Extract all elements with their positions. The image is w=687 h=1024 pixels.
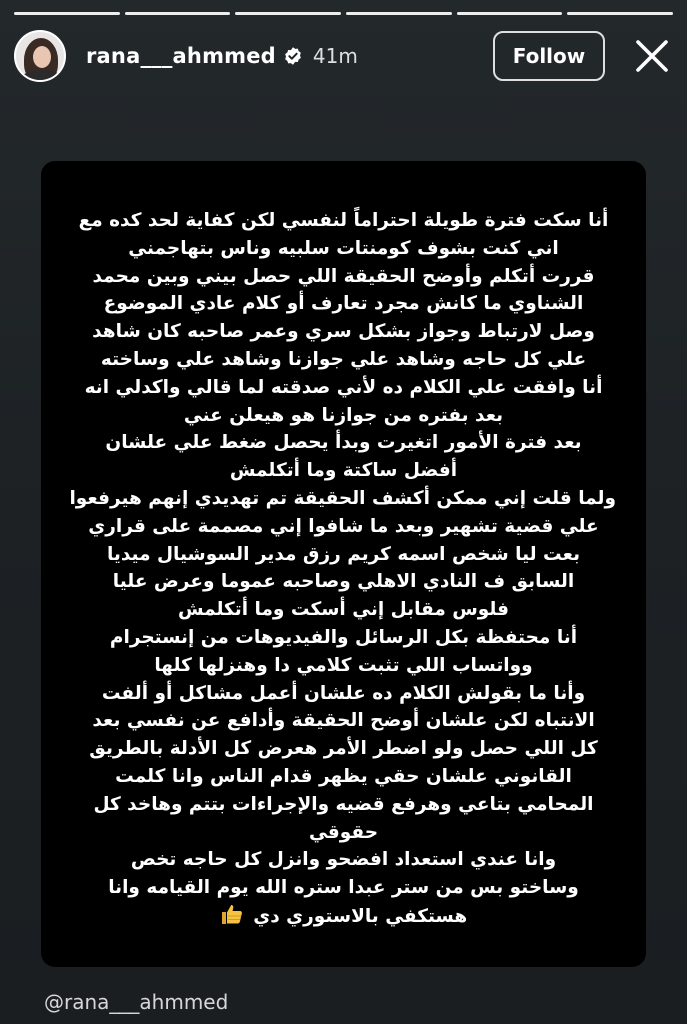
mention-sticker[interactable]: @rana___ahmmed [44, 990, 229, 1014]
avatar[interactable] [14, 30, 66, 82]
text-line: علي كل حاجه وشاهد علي جوازنا وشاهد علي وساخته [100, 348, 587, 370]
text-line: وصل لارتباط وجواز بشكل سري وعمر صاحبه كان شاهد [92, 321, 595, 343]
username[interactable]: rana___ahmmed [86, 44, 276, 68]
close-icon [635, 39, 669, 73]
verified-badge-icon [283, 46, 303, 66]
story-text-card [41, 161, 646, 967]
follow-button[interactable]: Follow [493, 31, 605, 81]
text-line: هستكفي بالاستوري دي [253, 905, 468, 927]
text-line: بعد بفتره من جوازنا هو هيعلن عني [183, 404, 504, 426]
text-line: أنا وافقت علي الكلام ده لأني صدقته لما قالي واكدلي انه [84, 376, 603, 398]
text-line: وانا عندي استعداد افضحو وانزل كل حاجه تخص [130, 849, 557, 871]
text-line: الانتباه لكن علشان أوضح الحقيقة وأدافع عن نفسي بعد [92, 710, 595, 732]
progress-segment [14, 12, 120, 15]
story-text [71, 207, 616, 931]
text-line: وساختو بس من ستر عبدا ستره الله يوم القيامه وانا [108, 877, 579, 899]
thumbs-up-emoji-icon [220, 902, 244, 926]
post-time: 41m [312, 44, 358, 68]
progress-segment [567, 12, 673, 15]
text-line: كل اللي حصل ولو اضطر الأمر هعرض كل الأدلة بالطريق [89, 738, 598, 760]
text-line: ولما قلت إني ممكن أكشف الحقيقة تم تهديدي إنهم هيرفعوا [69, 487, 616, 509]
text-line-last [71, 902, 616, 931]
text-line: أفضل ساكتة وما أتكلمش [229, 460, 458, 482]
progress-segment [235, 12, 341, 15]
text-line: بعت ليا شخص اسمه كريم رزق مدير السوشيال ميديا [106, 543, 581, 565]
text-line: الشناوي ما كانش مجرد تعارف أو كلام عادي الموضوع [103, 293, 584, 315]
text-line: اني كنت بشوف كومنتات سلبيه وناس بتهاجمني [128, 237, 559, 259]
progress-segment [346, 12, 452, 15]
story-progress-bar [14, 12, 673, 15]
progress-segment [125, 12, 231, 15]
text-line: أنا سكت فترة طويلة احتراماً لنفسي لكن كفاية لحد كده مع [78, 210, 609, 231]
text-line: فلوس مقابل إني أسكت وما أتكلمش [177, 599, 510, 621]
close-button[interactable] [631, 35, 673, 77]
text-line: وأنا ما بقولش الكلام ده علشان أعمل مشاكل أو ألفت [101, 682, 586, 704]
text-line: المحامي بتاعي وهرفع قضيه والإجراءات بتتم وهاخد كل [93, 793, 594, 815]
text-line: علي قضية تشهير وبعد ما شافوا إني مصممة على قراري [88, 515, 599, 537]
progress-segment [457, 12, 563, 15]
text-line: وواتساب اللي تثبت كلامي دا وهنزلها كلها [154, 654, 533, 676]
text-line: أنا محتفظة بكل الرسائل والفيديوهات من إنستجرام [109, 626, 578, 648]
text-line: حقوقي [308, 821, 379, 843]
story-header [14, 24, 673, 88]
text-line: قررت أتكلم وأوضح الحقيقة اللي حصل بيني وبين محمد [92, 265, 595, 287]
text-line: بعد فترة الأمور اتغيرت وبدأ يحصل ضغط علي علشان [105, 432, 582, 454]
text-line: السابق ف النادي الاهلي وصاحبه عموما وعرض عليا [112, 571, 575, 593]
text-line: القانوني علشان حقي يظهر قدام الناس وانا كلمت [115, 765, 572, 787]
